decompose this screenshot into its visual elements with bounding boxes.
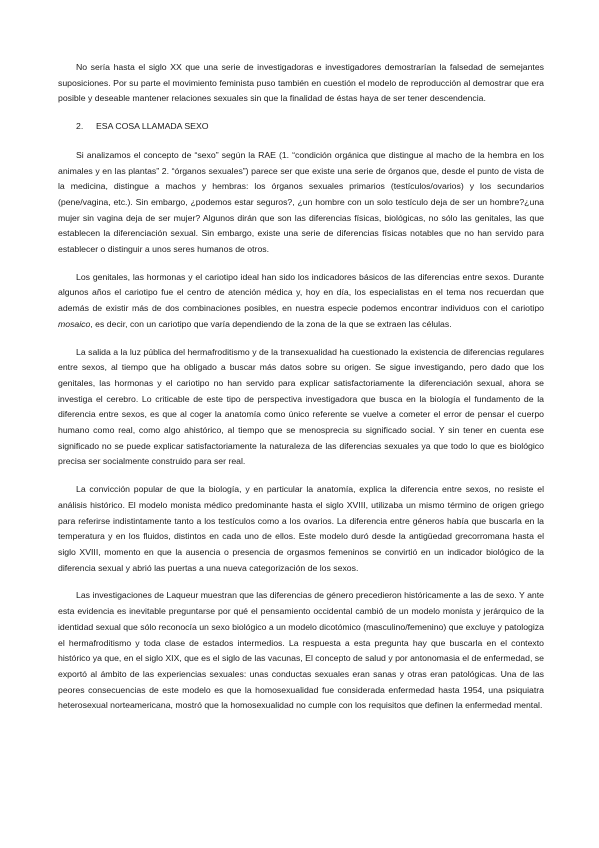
section-heading xyxy=(58,119,544,135)
paragraph-hermaphroditism: La salida a la luz pública del hermafroditismo y de la transexualidad ha cuestionado la existencia de diferencias regulares entre sexos, al tiempo que ha obligado a buscar más datos sobre su origen. Se sigue investigando, pero dado que los genitales, las hormonas y el cariotipo no han servido para explicar satisfactoriamente la diferenciación sexual, ahora se investiga el cerebro. Lo criticable de este tipo de perspectiva investigadora que busca en la biología el fundamento de la diferencia entre sexos, es que al coger la anatomía como único referente se vuelve a cometer el error de pensar el cuerpo humano como real, como algo ahistórico, al tiempo que se menosprecia su significado social. Y sin tener en cuenta ese significado no se puede explicar satisfactoriamente la naturaleza de las diferencias sexuales ya que todo lo que es biológico precisa ser socialmente construido para ser real. xyxy=(58,346,544,467)
section-heading-number: 2. xyxy=(76,121,84,132)
mosaico-emphasis: mosaico xyxy=(58,318,91,329)
paragraph-karyotype xyxy=(58,270,544,333)
paragraph-karyotype-text-after: , es decir, con un cariotipo que varía dependiendo de la zona de la que se extraen las células. xyxy=(90,318,452,329)
paragraph-intro: No sería hasta el siglo XX que una serie de investigadoras e investigadores demostrarían la falsedad de semejantes suposiciones. Por su parte el movimiento feminista puso también en cuestión el modelo de reproducción al demostrar que era posible y deseable mantener relaciones sexuales sin que la finalidad de éstas haya de ser tener descendencia. xyxy=(58,62,544,104)
paragraph-monist-model: La convicción popular de que la biología, y en particular la anatomía, explica la diferencia entre sexos, no resiste el análisis histórico. El modelo monista médico predominante hasta el siglo XVIII, utilizaba un mismo término de origen griego para referirse indistintamente tanto a los testículos como a los ovarios. La diferencia entre géneros había que buscarla en la temperatura y en los fluidos, distintos en cada uno de ellos. Este modelo duró desde la antigüedad grecorromana hasta el siglo XVIII, momento en que la ausencia o presencia de orgasmos femeninos se convirtió en un indicador biológico de la diferencia sexual y abrió las puertas a una nueva categorización de los sexos. xyxy=(58,484,544,573)
paragraph-rae-definition: Si analizamos el concepto de “sexo” según la RAE (1. “condición orgánica que distingue al macho de la hembra en los animales y en las plantas” 2. “órganos sexuales”) parece ser que existe una serie de órganos que, desde el punto de vista de la medicina, distingue a machos y hembras: los órganos sexuales primarios (testículos/ovarios) y los secundarios (pene/vagina, etc.). Sin embargo, ¿podemos estar seguros?, ¿un hombre con un solo testículo deja de ser un hombre?¿una mujer sin vagina deja de ser mujer? Algunos dirán que son las diferencias físicas, biológicas, no sólo las genitales, las que establecen la diferenciación sexual. Sin embargo, existe una serie de diferencias físicas notables que no han servido para establecer o distinguir a unos seres humanos de otros. xyxy=(58,149,544,255)
paragraph-karyotype-text-before: Los genitales, las hormonas y el cariotipo ideal han sido los indicadores básicos de las diferencias entre sexos. Durante algunos años el cariotipo fue el centro de atención médica y, hoy en día, los especialistas en el tema nos recuerdan que además de existir más de dos combinaciones posibles, en nuestra especie podemos encontrar individuos con el cariotipo xyxy=(58,271,544,314)
document-page xyxy=(58,60,544,726)
section-heading-title: ESA COSA LLAMADA SEXO xyxy=(96,121,209,132)
paragraph-laqueur: Las investigaciones de Laqueur muestran que las diferencias de género precedieron históricamente a las de sexo. Y ante esta evidencia es inevitable preguntarse por qué el pensamiento occidental cambió de un modelo monista y jerárquico de la identidad sexual que sólo reconocía un sexo biológico a un modelo dicotómico (masculino/femenino) que excluye y patologiza el hermafroditismo y toda clase de estados intermedios. La respuesta a esta pregunta hay que buscarla en el contexto histórico ya que, en el siglo XIX, que es el siglo de las vacunas, El concepto de salud y por antonomasia el de enfermedad, se exportó al ámbito de las experiencias sexuales: unas conductas sexuales eran sanas y otras eran patológicas. Una de las peores consecuencias de este modelo es que la homosexualidad fue considerada enfermedad hasta 1954, una psiquiatra heterosexual norteamericana, mostró que la homosexualidad no cumple con los requisitos que definen la enfermedad mental. xyxy=(58,590,544,711)
